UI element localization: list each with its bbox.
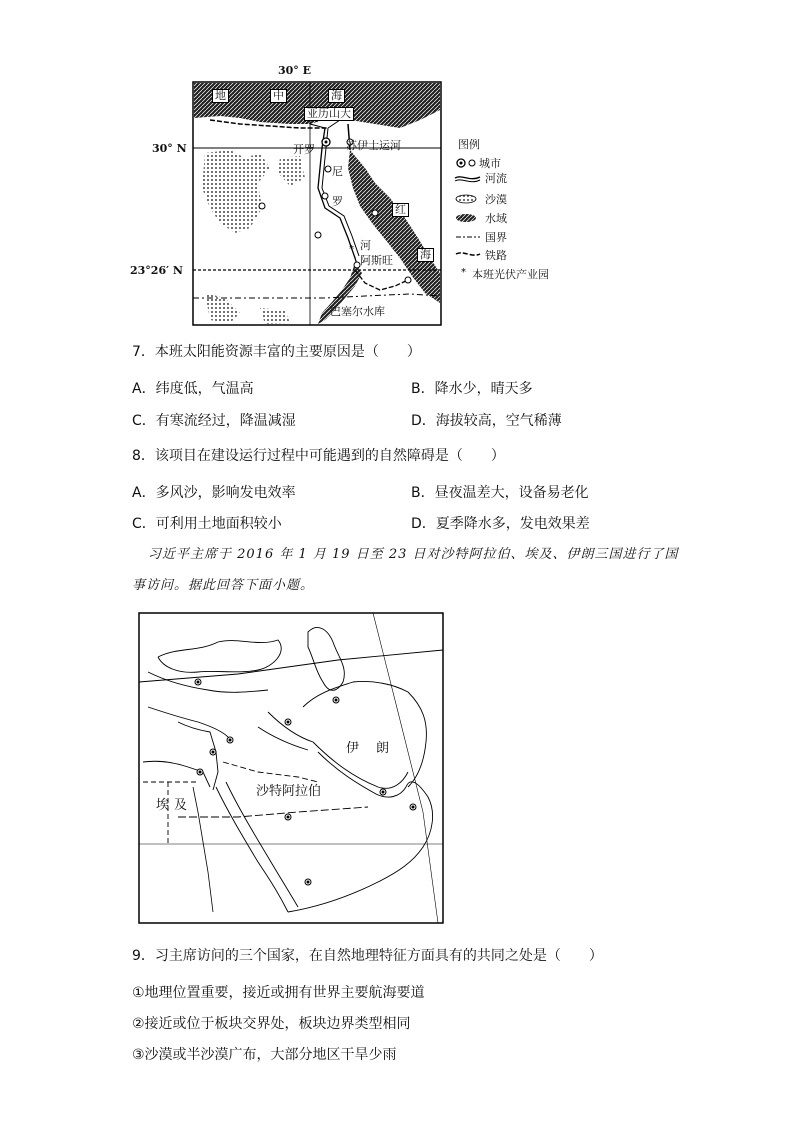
label-egypt-ji: 及: [174, 798, 190, 813]
label-aswan: 阿斯旺: [360, 254, 393, 267]
q9-statement-2: ②接近或位于板块交界处，板块边界类型相同: [132, 1016, 411, 1032]
label-alexandria: 亚历山大: [304, 107, 354, 121]
svg-text:*: *: [349, 244, 354, 255]
label-cairo: 开罗: [293, 143, 315, 156]
label-nile-luo: 罗: [332, 195, 343, 208]
legend-desert: 沙漠: [485, 193, 507, 206]
label-med-di: 地: [212, 89, 229, 103]
legend-river: 河流: [485, 172, 507, 185]
q7-option-c[interactable]: C．有寒流经过，降温减湿: [132, 413, 296, 429]
legend-city: 城市: [479, 157, 501, 170]
label-egypt-ai: 埃: [156, 798, 172, 813]
q8-option-d[interactable]: D．夏季降水多，发电效果差: [411, 516, 590, 532]
egypt-map: [130, 58, 590, 333]
q9-statement-1: ①地理位置重要，接近或拥有世界主要航海要道: [132, 985, 425, 1001]
label-lake-nasser: 巴塞尔水库: [330, 305, 385, 318]
label-med-zhong: 中: [270, 89, 287, 103]
intro-line-2: 事访问。据此回答下面小题。: [132, 578, 315, 593]
q7-option-d[interactable]: D．海拔较高，空气稀薄: [411, 413, 562, 429]
q7-stem: 7．本班太阳能资源丰富的主要原因是（ ）: [132, 344, 421, 360]
lon-30e-label: 30° E: [278, 64, 312, 77]
legend-water: 水域: [485, 212, 507, 225]
q9-statement-3: ③沙漠或半沙漠广布，大部分地区干旱少雨: [132, 1047, 397, 1063]
q9-stem: 9．习主席访问的三个国家，在自然地理特征方面具有的共同之处是（ ）: [132, 948, 603, 964]
legend-pv-park: 本班光伏产业园: [472, 268, 549, 281]
label-nile-he: 河: [360, 239, 371, 252]
label-red: 红: [392, 203, 409, 217]
legend-railway: 铁路: [485, 249, 507, 262]
legend-title: 图例: [458, 138, 480, 151]
svg-text:*: *: [461, 267, 466, 278]
label-suez: 苏伊士运河: [346, 139, 401, 152]
label-iran-lang: 朗: [376, 741, 392, 756]
q8-stem: 8．该项目在建设运行过程中可能遇到的自然障碍是（ ）: [132, 448, 505, 464]
label-iran-yi: 伊: [346, 741, 362, 756]
intro-line-1: 习近平主席于 2016 年 1 月 19 日至 23 日对沙特阿拉伯、埃及、伊朗三国进行了国: [148, 547, 679, 562]
label-sea: 海: [417, 248, 434, 262]
label-med-hai: 海: [328, 89, 345, 103]
label-saudi: 沙特阿拉伯: [256, 784, 322, 799]
q8-option-a[interactable]: A．多风沙，影响发电效率: [132, 485, 296, 501]
middle-east-map-drawing: [138, 612, 444, 924]
q8-option-c[interactable]: C．可利用土地面积较小: [132, 516, 282, 532]
lat-30n-label: 30° N: [152, 142, 187, 155]
lat-2326n-label: 23°26′ N: [130, 264, 183, 277]
middle-east-map: [138, 612, 444, 924]
q7-option-b[interactable]: B．降水少，晴天多: [411, 381, 533, 397]
q7-option-a[interactable]: A．纬度低，气温高: [132, 381, 254, 397]
q8-option-b[interactable]: B．昼夜温差大，设备易老化: [411, 485, 589, 501]
legend-border: 国界: [485, 231, 507, 244]
label-nile-ni: 尼: [332, 165, 343, 178]
